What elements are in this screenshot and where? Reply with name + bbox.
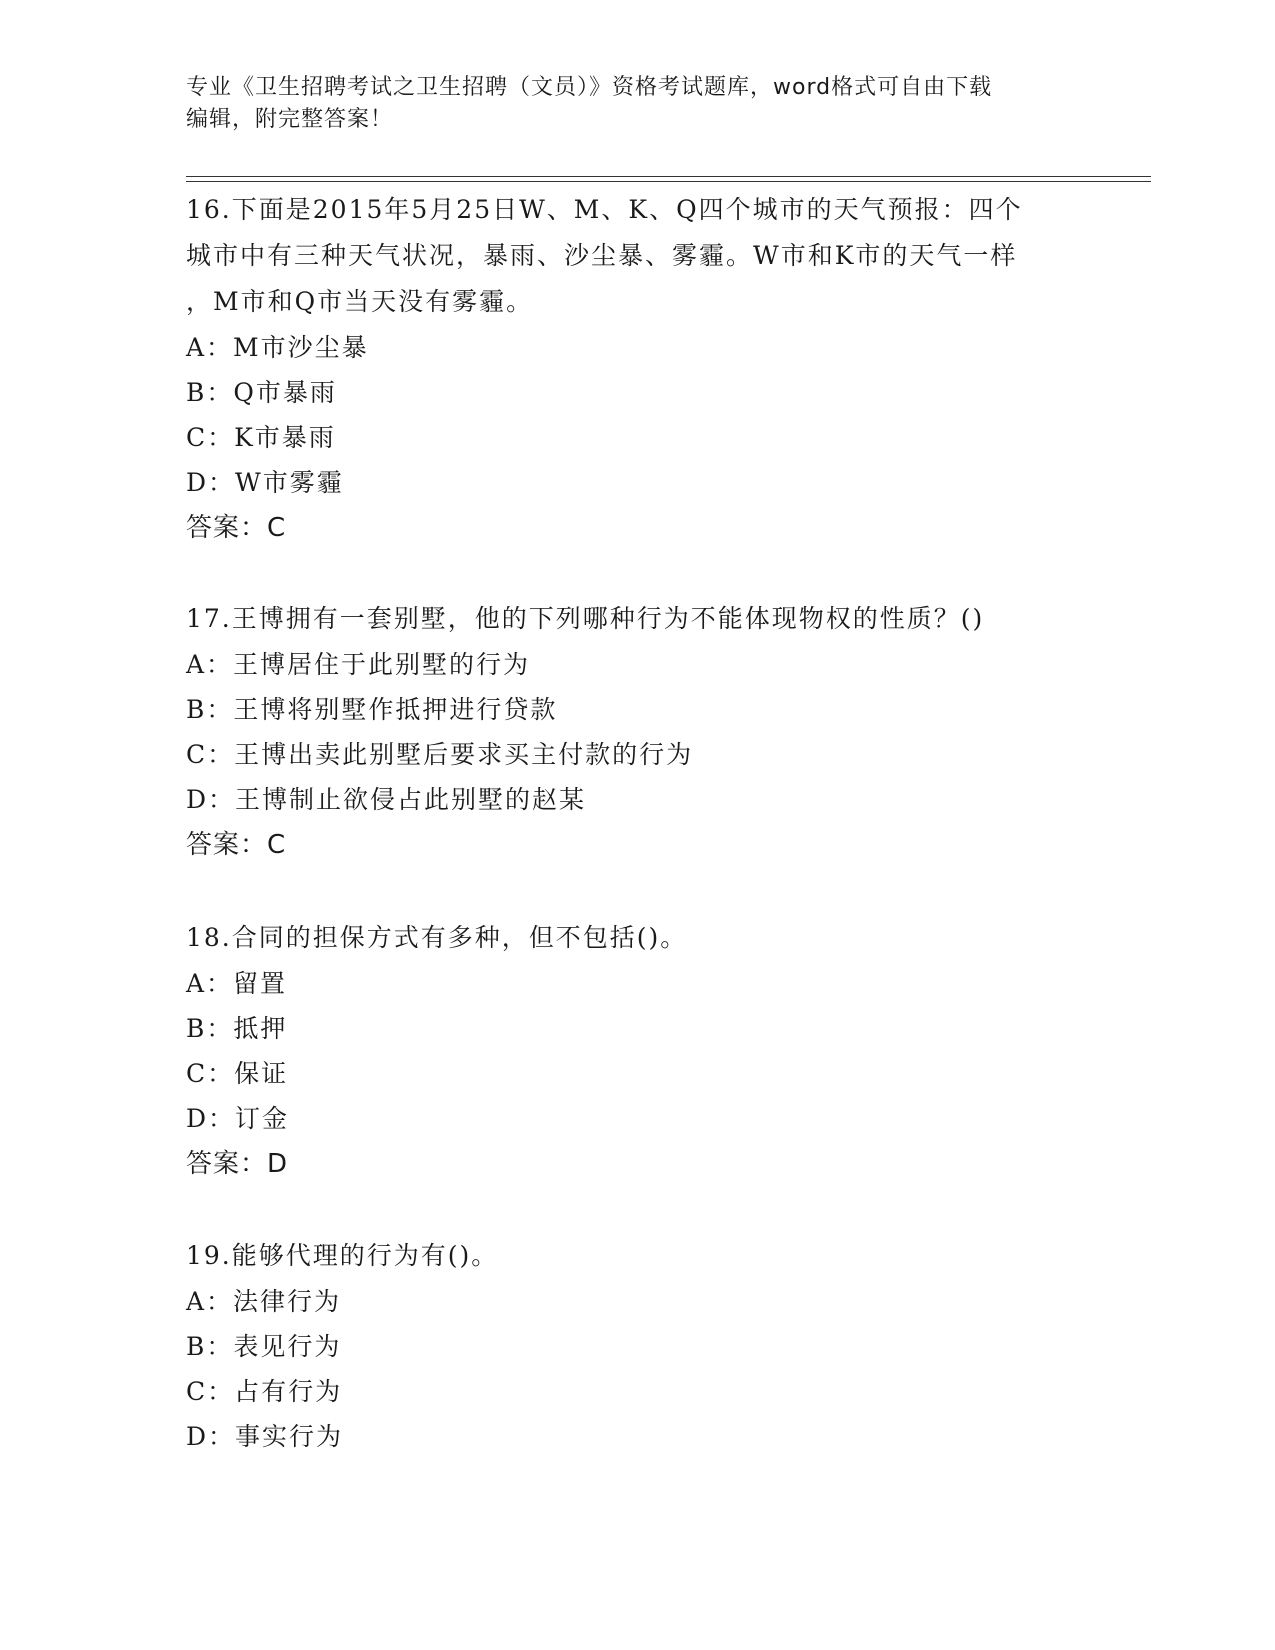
option-a: A：王博居住于此别墅的行为 (186, 650, 531, 679)
option-b: B：抵押 (186, 1014, 288, 1043)
option-a: A：M市沙尘暴 (186, 333, 369, 362)
header-divider-bottom (186, 181, 1151, 182)
option-d: D：王博制止欲侵占此别墅的赵某 (186, 785, 587, 814)
option-d: D：事实行为 (186, 1422, 344, 1451)
option-a: A：留置 (186, 969, 288, 998)
option-c: C：王博出卖此别墅后要求买主付款的行为 (186, 740, 694, 769)
question-stem-line: 17.王博拥有一套别墅，他的下列哪种行为不能体现物权的性质？() (186, 604, 985, 633)
question-17 (186, 596, 1086, 868)
question-stem-line: 城市中有三种天气状况，暴雨、沙尘暴、雾霾。W市和K市的天气一样 (186, 241, 1018, 270)
option-c: C：占有行为 (186, 1377, 343, 1406)
answer-line: 答案：C (186, 830, 287, 860)
option-c: C：保证 (186, 1059, 289, 1088)
question-stem-line: 16.下面是2015年5月25日W、M、K、Q四个城市的天气预报：四个 (186, 195, 1023, 224)
question-stem-line: ，M市和Q市当天没有雾霾。 (186, 287, 534, 316)
question-stem-line: 18.合同的担保方式有多种，但不包括()。 (186, 923, 688, 952)
option-b: B：Q市暴雨 (186, 378, 337, 407)
answer-line: 答案：D (186, 1149, 289, 1179)
option-b: B：王博将别墅作抵押进行贷款 (186, 695, 558, 724)
document-header (186, 72, 1066, 136)
header-line-2: 编辑，附完整答案！ (186, 107, 394, 132)
option-d: D：W市雾霾 (186, 468, 344, 497)
answer-line: 答案：C (186, 513, 287, 543)
option-c: C：K市暴雨 (186, 423, 336, 452)
header-divider-top (186, 176, 1151, 177)
question-stem-line: 19.能够代理的行为有()。 (186, 1241, 499, 1270)
question-18 (186, 915, 1086, 1187)
option-a: A：法律行为 (186, 1287, 342, 1316)
header-line-1: 专业《卫生招聘考试之卫生招聘（文员）》资格考试题库，word格式可自由下载 (186, 75, 993, 100)
option-b: B：表见行为 (186, 1332, 342, 1361)
question-19 (186, 1233, 1086, 1459)
question-16 (186, 187, 1086, 551)
option-d: D：订金 (186, 1104, 290, 1133)
